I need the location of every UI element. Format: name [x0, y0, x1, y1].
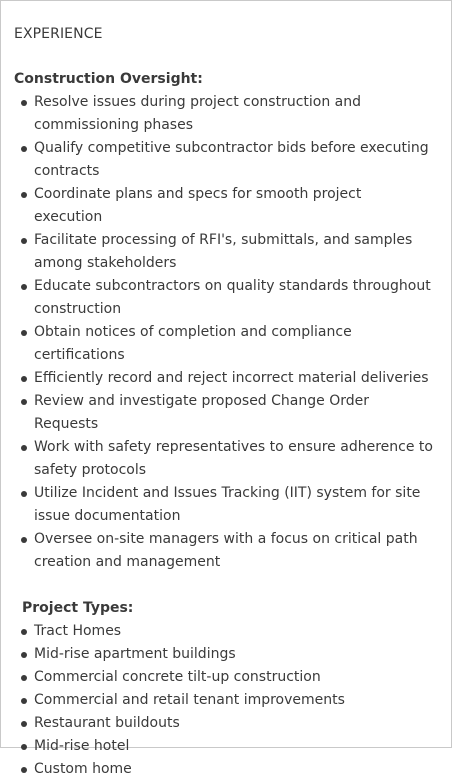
- list-item-text: Coordinate plans and specs for smooth project execution: [34, 186, 362, 225]
- list-item: [14, 712, 434, 735]
- bullet-icon: [21, 767, 27, 773]
- list-item-text: Commercial concrete tilt-up construction: [34, 669, 321, 685]
- list-item-text: Mid-rise hotel: [34, 738, 130, 754]
- list-item-text: Educate subcontractors on quality standards throughout construction: [34, 278, 431, 317]
- list-item-text: Work with safety representatives to ensure adherence to safety protocols: [34, 439, 433, 478]
- bullet-icon: [21, 629, 27, 635]
- bullet-icon: [21, 698, 27, 704]
- list-item-text: Oversee on-site managers with a focus on critical path creation and management: [34, 531, 418, 570]
- bullet-icon: [21, 652, 27, 658]
- list-item: [14, 229, 434, 275]
- bullet-icon: [21, 721, 27, 727]
- list-item-text: Review and investigate proposed Change Order Requests: [34, 393, 369, 432]
- list-item: [14, 183, 434, 229]
- construction-oversight-title: Construction Oversight:: [14, 71, 203, 87]
- list-item-text: Custom home: [34, 761, 132, 777]
- list-item: [14, 321, 434, 367]
- bullet-icon: [21, 100, 27, 106]
- list-item-text: Efficiently record and reject incorrect material deliveries: [34, 370, 429, 386]
- bullet-icon: [21, 675, 27, 681]
- list-item: [14, 137, 434, 183]
- list-item-text: Facilitate processing of RFI's, submittals, and samples among stakeholders: [34, 232, 413, 271]
- section-spacer: [14, 574, 434, 597]
- list-item: [14, 390, 434, 436]
- list-item-text: Qualify competitive subcontractor bids before executing contracts: [34, 140, 429, 179]
- list-item-text: Obtain notices of completion and compliance certifications: [34, 324, 352, 363]
- project-types-title: Project Types:: [22, 600, 134, 616]
- list-item: [14, 620, 434, 643]
- section-heading: EXPERIENCE: [14, 26, 103, 42]
- construction-oversight-list: [14, 91, 434, 574]
- bullet-icon: [21, 330, 27, 336]
- list-item-text: Utilize Incident and Issues Tracking (IIT) system for site issue documentation: [34, 485, 421, 524]
- bullet-icon: [21, 537, 27, 543]
- list-item: [14, 643, 434, 666]
- list-item: [14, 528, 434, 574]
- list-item: [14, 735, 434, 758]
- list-item: [14, 436, 434, 482]
- list-item: [14, 91, 434, 137]
- bullet-icon: [21, 192, 27, 198]
- bullet-icon: [21, 445, 27, 451]
- experience-content: [14, 23, 434, 781]
- list-item: [14, 275, 434, 321]
- bullet-icon: [21, 744, 27, 750]
- list-item-text: Mid-rise apartment buildings: [34, 646, 236, 662]
- list-item: [14, 367, 434, 390]
- bullet-icon: [21, 284, 27, 290]
- list-item-text: Resolve issues during project construction and commissioning phases: [34, 94, 362, 133]
- bullet-icon: [21, 376, 27, 382]
- list-item-text: Restaurant buildouts: [34, 715, 180, 731]
- bullet-icon: [21, 238, 27, 244]
- list-item: [14, 758, 434, 781]
- project-types-list: [14, 620, 434, 781]
- bullet-icon: [21, 491, 27, 497]
- list-item: [14, 689, 434, 712]
- list-item-text: Tract Homes: [34, 623, 122, 639]
- bullet-icon: [21, 146, 27, 152]
- list-item-text: Commercial and retail tenant improvements: [34, 692, 345, 708]
- list-item: [14, 482, 434, 528]
- bullet-icon: [21, 399, 27, 405]
- list-item: [14, 666, 434, 689]
